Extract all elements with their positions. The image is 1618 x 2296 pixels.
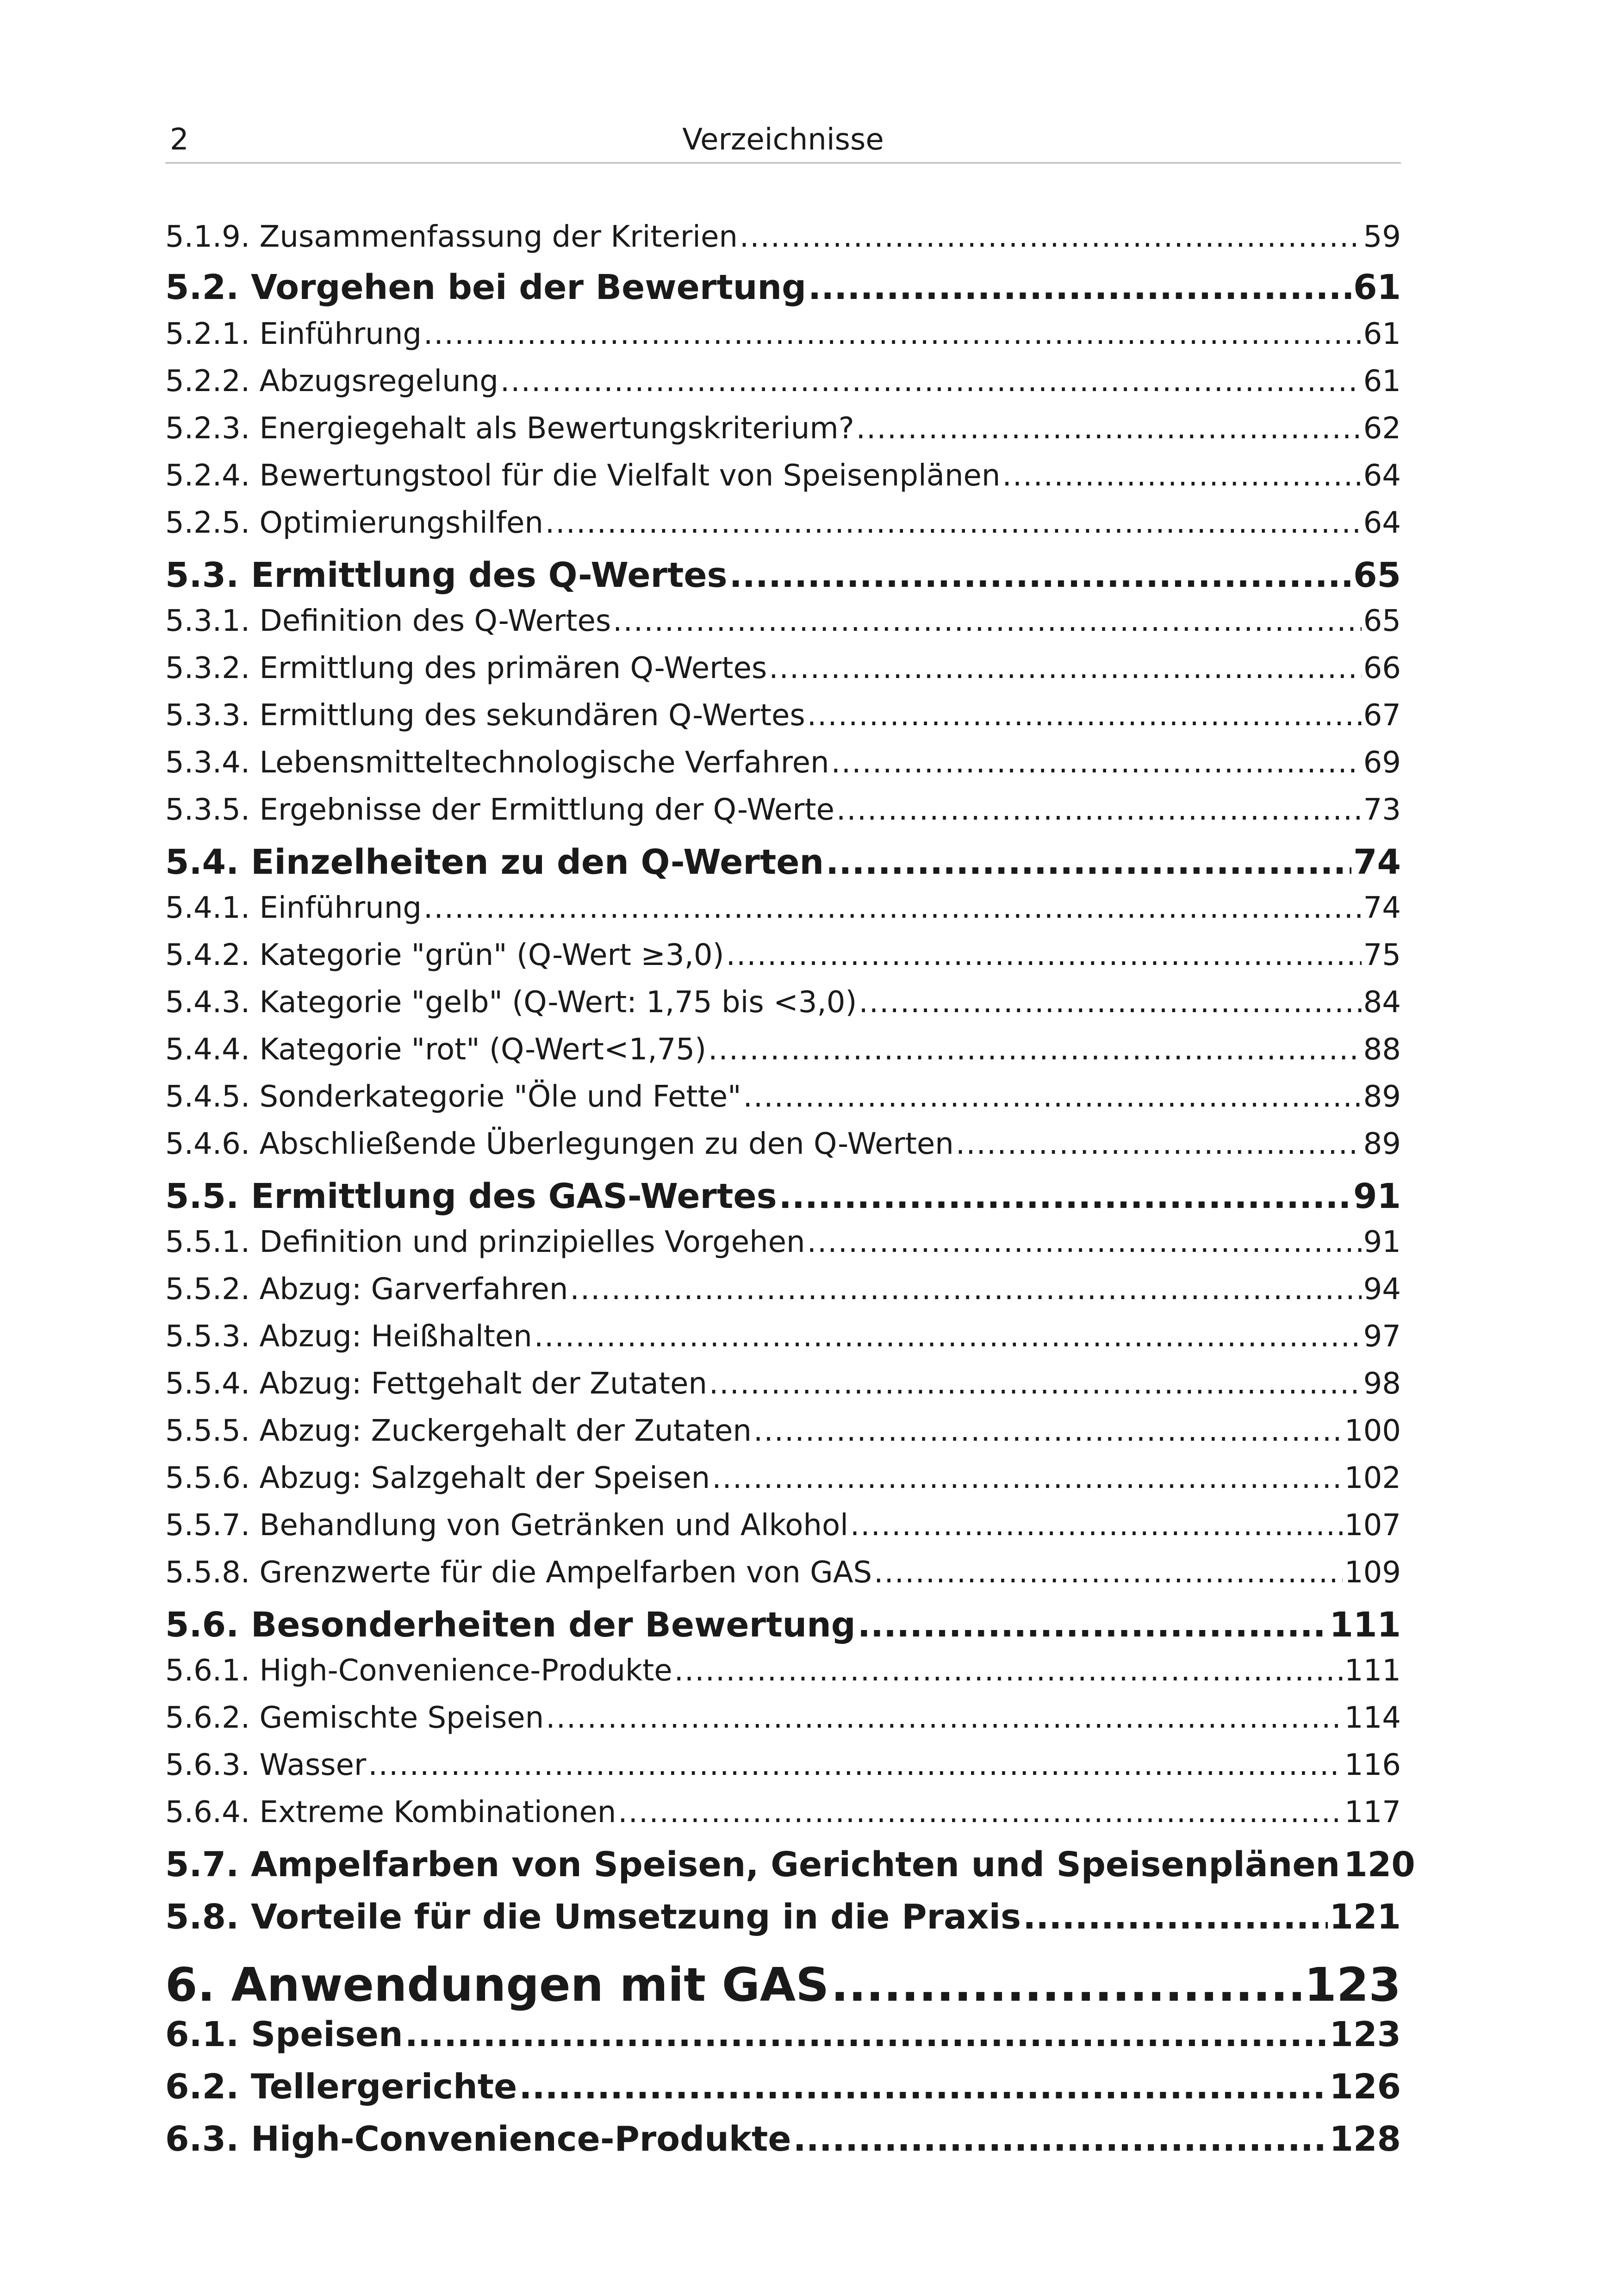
toc-entry-page: 123 bbox=[1304, 1958, 1401, 2012]
toc-entry-title: 5.6. Besonderheiten der Bewertung bbox=[165, 1605, 856, 1645]
running-title: Verzeichnisse bbox=[682, 123, 884, 157]
dot-leader bbox=[850, 1508, 1343, 1543]
toc-entry-title: 6. Anwendungen mit GAS bbox=[165, 1958, 829, 2012]
dot-leader bbox=[545, 506, 1362, 540]
toc-entry bbox=[165, 2015, 1401, 2054]
dot-leader bbox=[709, 1367, 1362, 1401]
toc-entry bbox=[165, 746, 1401, 780]
toc-entry-title: 6.3. High-Convenience-Produkte bbox=[165, 2119, 791, 2159]
toc-entry bbox=[165, 1367, 1401, 1401]
toc-entry-page: 61 bbox=[1363, 317, 1401, 351]
toc-entry-title: 6.2. Tellergerichte bbox=[165, 2067, 517, 2107]
toc-entry bbox=[165, 1272, 1401, 1307]
toc-entry-page: 123 bbox=[1329, 2015, 1401, 2054]
toc-entry-page: 97 bbox=[1363, 1319, 1401, 1354]
dot-leader bbox=[1023, 1897, 1327, 1937]
toc-entry-page: 66 bbox=[1363, 651, 1401, 685]
toc-entry-page: 67 bbox=[1363, 698, 1401, 733]
page-header bbox=[165, 117, 1401, 163]
toc-entry bbox=[165, 506, 1401, 540]
toc-entry bbox=[165, 317, 1401, 351]
toc-entry-page: 121 bbox=[1329, 1897, 1401, 1937]
toc-entry bbox=[165, 1958, 1401, 2012]
toc-entry-title: 5.6.1. High-Convenience-Produkte bbox=[165, 1654, 672, 1688]
dot-leader bbox=[712, 1461, 1343, 1495]
toc-entry-title: 5.1.9. Zusammenfassung der Kriterien bbox=[165, 220, 738, 254]
toc-entry-title: 5.5.1. Definition und prinzipielles Vorgehen bbox=[165, 1225, 805, 1259]
dot-leader bbox=[831, 746, 1362, 780]
header-rule bbox=[165, 162, 1401, 164]
dot-leader bbox=[546, 1701, 1343, 1735]
dot-leader bbox=[769, 651, 1361, 685]
toc-entry bbox=[165, 1319, 1401, 1354]
toc-entry-page: 59 bbox=[1363, 220, 1401, 254]
toc-entry-title: 5.4.2. Kategorie "grün" (Q-Wert ≥3,0) bbox=[165, 938, 724, 972]
toc-entry-title: 5.3.1. Definition des Q-Wertes bbox=[165, 604, 611, 638]
toc-entry-title: 5.6.4. Extreme Kombinationen bbox=[165, 1795, 616, 1829]
dot-leader bbox=[423, 317, 1362, 351]
toc-entry-title: 5.4.3. Kategorie "gelb" (Q-Wert: 1,75 bis <3,0) bbox=[165, 985, 857, 1020]
dot-leader bbox=[500, 364, 1362, 398]
toc-entry bbox=[165, 793, 1401, 827]
dot-leader bbox=[740, 220, 1362, 254]
dot-leader bbox=[826, 842, 1351, 882]
dot-leader bbox=[405, 2015, 1328, 2054]
toc-entry-title: 5.5.8. Grenzwerte für die Ampelfarben von GAS bbox=[165, 1556, 872, 1590]
toc-entry-page: 64 bbox=[1363, 459, 1401, 493]
toc-entry bbox=[165, 1845, 1415, 1885]
toc-entry-page: 100 bbox=[1344, 1414, 1401, 1448]
toc-entry bbox=[165, 1080, 1401, 1114]
toc-entry-title: 5.2.4. Bewertungstool für die Vielfalt von Speisenplänen bbox=[165, 459, 1001, 493]
toc-entry-page: 89 bbox=[1363, 1080, 1401, 1114]
toc-entry-page: 107 bbox=[1344, 1508, 1401, 1543]
toc-entry-page: 89 bbox=[1363, 1127, 1401, 1161]
toc-entry-page: 65 bbox=[1363, 604, 1401, 638]
dot-leader bbox=[779, 1176, 1351, 1216]
toc-entry-page: 65 bbox=[1353, 555, 1401, 595]
dot-leader bbox=[793, 2119, 1328, 2159]
toc-entry-title: 5.3.3. Ermittlung des sekundären Q-Wertes bbox=[165, 698, 805, 733]
toc-entry-page: 73 bbox=[1363, 793, 1401, 827]
toc-entry-title: 5.5.6. Abzug: Salzgehalt der Speisen bbox=[165, 1461, 710, 1495]
toc-entry bbox=[165, 1795, 1401, 1829]
toc-entry-title: 5.5.4. Abzug: Fettgehalt der Zutaten bbox=[165, 1367, 707, 1401]
toc-entry-page: 64 bbox=[1363, 506, 1401, 540]
toc-entry-page: 126 bbox=[1329, 2067, 1401, 2107]
toc-entry-title: 5.4.5. Sonderkategorie "Öle und Fette" bbox=[165, 1080, 741, 1114]
toc-entry-title: 5.4.4. Kategorie "rot" (Q-Wert<1,75) bbox=[165, 1033, 707, 1067]
toc-entry bbox=[165, 1414, 1401, 1448]
dot-leader bbox=[618, 1795, 1343, 1829]
dot-leader bbox=[753, 1414, 1343, 1448]
toc-entry bbox=[165, 1654, 1401, 1688]
toc-entry-title: 5.4.1. Einführung bbox=[165, 891, 422, 925]
toc-entry bbox=[165, 411, 1401, 446]
toc-entry bbox=[165, 1748, 1401, 1782]
dot-leader bbox=[956, 1127, 1362, 1161]
toc-entry bbox=[165, 1176, 1401, 1216]
toc-entry-page: 94 bbox=[1363, 1272, 1401, 1307]
toc-entry-title: 6.1. Speisen bbox=[165, 2015, 403, 2054]
toc-entry-page: 61 bbox=[1353, 268, 1401, 307]
dot-leader bbox=[368, 1748, 1343, 1782]
toc-entry-title: 5.3.2. Ermittlung des primären Q-Wertes bbox=[165, 651, 767, 685]
toc-entry bbox=[165, 2119, 1401, 2159]
toc-entry-page: 69 bbox=[1363, 746, 1401, 780]
toc-entry bbox=[165, 651, 1401, 685]
toc-entry-page: 91 bbox=[1363, 1225, 1401, 1259]
toc-entry-title: 5.4.6. Abschließende Überlegungen zu den Q-Werten bbox=[165, 1127, 954, 1161]
dot-leader bbox=[708, 1033, 1362, 1067]
toc-entry-page: 117 bbox=[1344, 1795, 1401, 1829]
toc-entry bbox=[165, 1897, 1401, 1937]
toc-entry-page: 62 bbox=[1363, 411, 1401, 446]
toc-entry-title: 5.5.3. Abzug: Heißhalten bbox=[165, 1319, 532, 1354]
toc-entry-page: 128 bbox=[1329, 2119, 1401, 2159]
dot-leader bbox=[1002, 459, 1361, 493]
toc-entry bbox=[165, 555, 1401, 595]
toc-entry-title: 5.2.1. Einführung bbox=[165, 317, 422, 351]
dot-leader bbox=[836, 793, 1362, 827]
toc-entry-page: 111 bbox=[1344, 1654, 1401, 1688]
toc-entry bbox=[165, 891, 1401, 925]
toc-entry-page: 109 bbox=[1344, 1556, 1401, 1590]
dot-leader bbox=[807, 698, 1362, 733]
dot-leader bbox=[831, 1958, 1302, 2012]
toc-entry-title: 5.3.4. Lebensmitteltechnologische Verfahren bbox=[165, 746, 829, 780]
toc-entry bbox=[165, 698, 1401, 733]
toc-entry bbox=[165, 1127, 1401, 1161]
toc-entry bbox=[165, 1033, 1401, 1067]
toc-entry-page: 84 bbox=[1363, 985, 1401, 1020]
toc-entry-title: 5.5.5. Abzug: Zuckergehalt der Zutaten bbox=[165, 1414, 752, 1448]
toc-entry bbox=[165, 938, 1401, 972]
toc-entry-title: 5.8. Vorteile für die Umsetzung in die Praxis bbox=[165, 1897, 1021, 1937]
toc-entry bbox=[165, 985, 1401, 1020]
dot-leader bbox=[534, 1319, 1362, 1354]
dot-leader bbox=[613, 604, 1361, 638]
toc-entry-page: 74 bbox=[1363, 891, 1401, 925]
toc-entry-page: 120 bbox=[1344, 1845, 1415, 1885]
toc-entry bbox=[165, 2067, 1401, 2107]
dot-leader bbox=[674, 1654, 1343, 1688]
toc-entry bbox=[165, 1701, 1401, 1735]
toc-entry bbox=[165, 459, 1401, 493]
toc-entry bbox=[165, 268, 1401, 307]
dot-leader bbox=[858, 1605, 1328, 1645]
toc-entry bbox=[165, 220, 1401, 254]
toc-entry-title: 5.5. Ermittlung des GAS-Wertes bbox=[165, 1176, 777, 1216]
dot-leader bbox=[570, 1272, 1361, 1307]
dot-leader bbox=[874, 1556, 1343, 1590]
dot-leader bbox=[423, 891, 1362, 925]
dot-leader bbox=[729, 555, 1351, 595]
dot-leader bbox=[859, 985, 1361, 1020]
dot-leader bbox=[726, 938, 1362, 972]
toc-entry bbox=[165, 364, 1401, 398]
dot-leader bbox=[743, 1080, 1362, 1114]
toc-entry bbox=[165, 1461, 1401, 1495]
toc-entry-title: 5.2.2. Abzugsregelung bbox=[165, 364, 498, 398]
dot-leader bbox=[808, 268, 1351, 307]
toc-entry bbox=[165, 842, 1401, 882]
dot-leader bbox=[856, 411, 1362, 446]
toc-entry-page: 88 bbox=[1363, 1033, 1401, 1067]
page-number: 2 bbox=[170, 123, 189, 157]
toc-entry-title: 5.6.3. Wasser bbox=[165, 1748, 367, 1782]
dot-leader bbox=[519, 2067, 1327, 2107]
toc-entry-page: 74 bbox=[1353, 842, 1401, 882]
toc-entry-title: 5.2.3. Energiegehalt als Bewertungskriterium? bbox=[165, 411, 854, 446]
toc-entry-page: 116 bbox=[1344, 1748, 1401, 1782]
toc-entry-page: 91 bbox=[1353, 1176, 1401, 1216]
toc-entry-title: 5.7. Ampelfarben von Speisen, Gerichten und Speisenplänen bbox=[165, 1845, 1340, 1885]
toc-entry-page: 114 bbox=[1344, 1701, 1401, 1735]
toc-entry bbox=[165, 1225, 1401, 1259]
toc-entry-page: 102 bbox=[1344, 1461, 1401, 1495]
toc-entry-title: 5.2.5. Optimierungshilfen bbox=[165, 506, 543, 540]
toc-entry-title: 5.5.2. Abzug: Garverfahren bbox=[165, 1272, 568, 1307]
toc-entry bbox=[165, 604, 1401, 638]
toc-entry-title: 5.2. Vorgehen bei der Bewertung bbox=[165, 268, 807, 307]
toc-entry bbox=[165, 1556, 1401, 1590]
toc-entry-title: 5.3.5. Ergebnisse der Ermittlung der Q-Werte bbox=[165, 793, 834, 827]
toc-entry-title: 5.4. Einzelheiten zu den Q-Werten bbox=[165, 842, 824, 882]
toc-entry-page: 98 bbox=[1363, 1367, 1401, 1401]
toc-entry bbox=[165, 1508, 1401, 1543]
toc-entry-page: 111 bbox=[1329, 1605, 1401, 1645]
toc-entry-title: 5.6.2. Gemischte Speisen bbox=[165, 1701, 544, 1735]
dot-leader bbox=[807, 1225, 1362, 1259]
toc-entry-title: 5.3. Ermittlung des Q-Wertes bbox=[165, 555, 728, 595]
toc-entry bbox=[165, 1605, 1401, 1645]
toc-entry-page: 75 bbox=[1363, 938, 1401, 972]
toc-entry-title: 5.5.7. Behandlung von Getränken und Alkohol bbox=[165, 1508, 848, 1543]
toc-entry-page: 61 bbox=[1363, 364, 1401, 398]
